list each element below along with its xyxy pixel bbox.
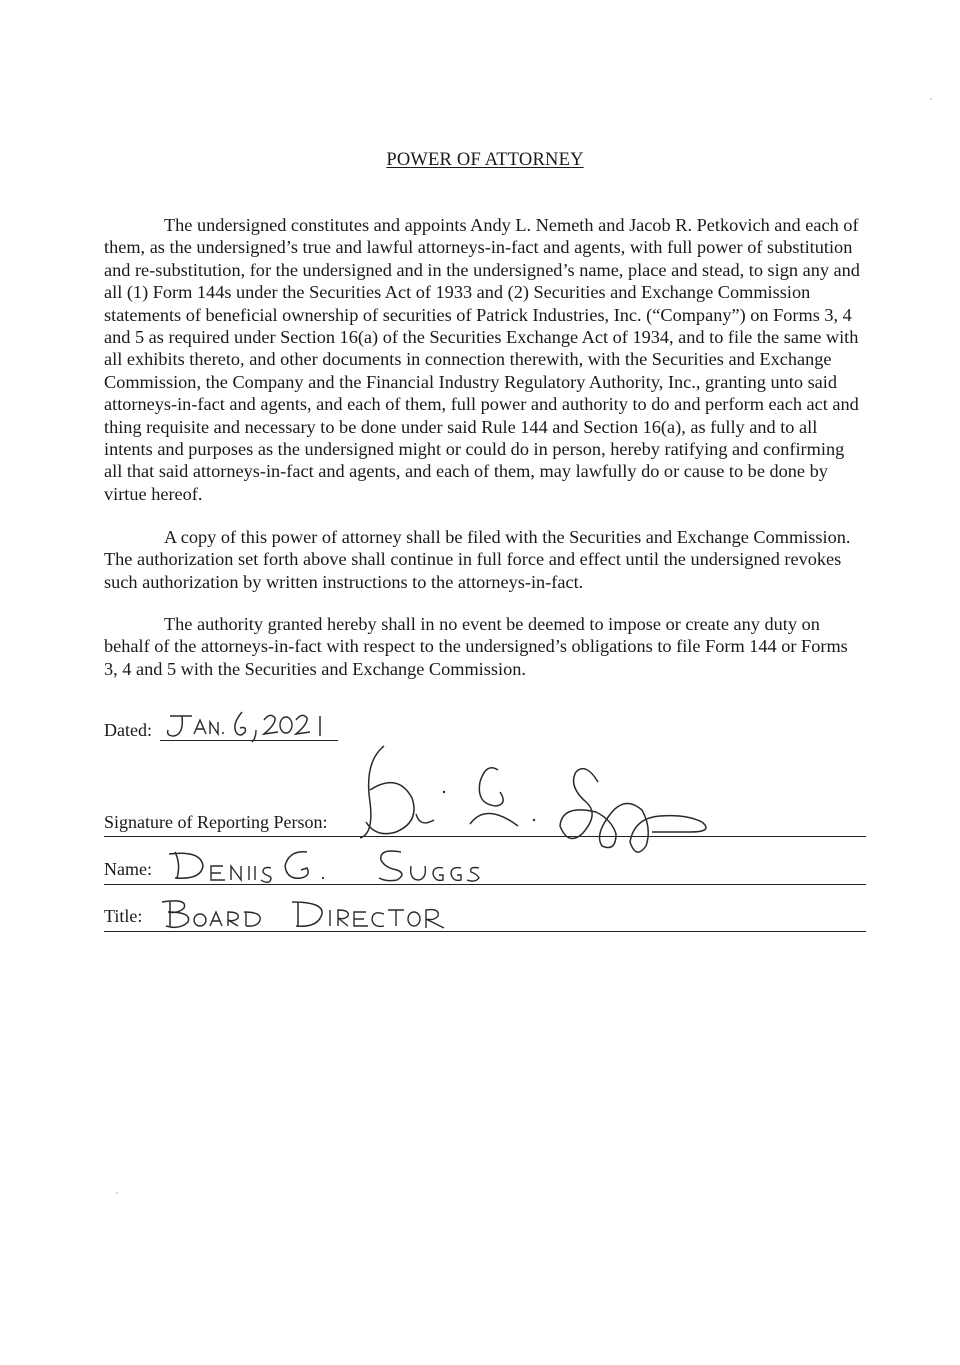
title-handwriting xyxy=(158,896,458,934)
paragraph-authority xyxy=(104,613,866,680)
scan-speck xyxy=(116,1192,118,1194)
name-handwriting xyxy=(165,848,495,886)
paragraph-filing xyxy=(104,526,866,593)
document-title: POWER OF ATTORNEY xyxy=(386,150,584,170)
dated-label: Dated: xyxy=(104,720,152,740)
title-label: Title: xyxy=(104,906,143,926)
paragraph-authority-text: The authority granted hereby shall in no event be deemed to impose or create any duty on behalf of the attorneys-in-fact with respect to the undersigned’s obligations to file Form 144 or Forms 3, 4 and 5 with the Securities and Exchange Commission. xyxy=(104,614,848,679)
paragraph-appointment-text: The undersigned constitutes and appoints Andy L. Nemeth and Jacob R. Petkovich and each of them, as the undersigned’s true and lawful attorneys-in-fact and agents, with full power of substitution and re-substitution, for the undersigned and in the undersigned’s name, place and stead, to sign any and all (1) Form 144s under the Securities Act of 1933 and (2) Securities and Exchange Commission statements of beneficial ownership of securities of Patrick Industries, Inc. (“Company”) on Forms 3, 4 and 5 as required under Section 16(a) of the Securities Exchange Act of 1934, and to file the same with all exhibits thereto, and other documents in connection therewith, with the Securities and Exchange Commission, the Company and the Financial Industry Regulatory Authority, Inc., granting unto said attorneys-in-fact and agents, and each of them, full power and authority to do and perform each act and thing requisite and necessary to be done under said Rule 144 and Section 16(a), as fully and to all intents and purposes as the undersigned might or could do in person, hereby ratifying and confirming all that said attorneys-in-fact and agents, and each of them, may lawfully do or cause to be done by virtue hereof. xyxy=(104,215,860,504)
signature-label: Signature of Reporting Person: xyxy=(104,812,328,832)
name-label: Name: xyxy=(104,859,152,879)
signature-image xyxy=(350,742,730,860)
scan-speck xyxy=(930,98,932,100)
dated-handwriting xyxy=(160,708,350,748)
paragraph-filing-text: A copy of this power of attorney shall be filed with the Securities and Exchange Commission. The authorization set forth above shall continue in full force and effect until the undersigned revokes such authorization by written instructions to the attorneys-in-fact. xyxy=(104,527,851,592)
paragraph-appointment xyxy=(104,214,866,505)
